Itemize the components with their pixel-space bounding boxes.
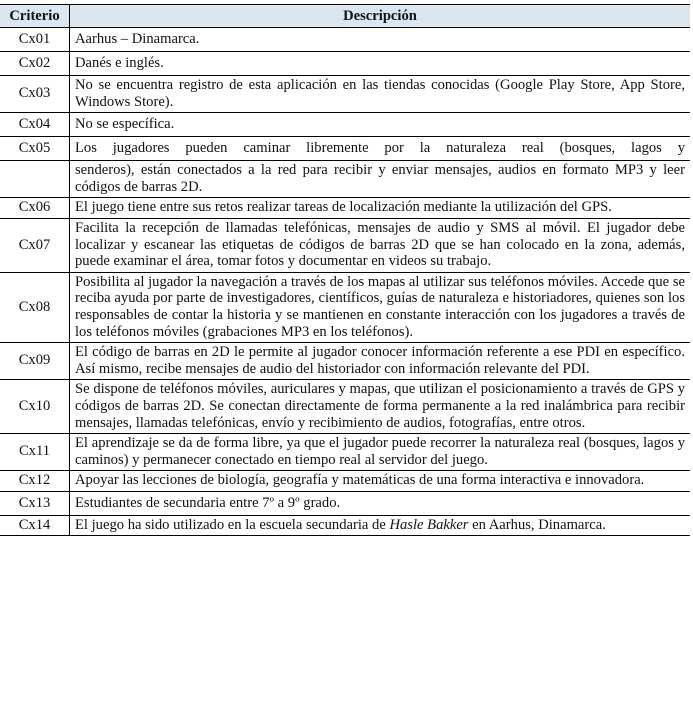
criterion-description: Se dispone de teléfonos móviles, auriculares y mapas, que utilizan el posicionamiento a través de GPS y códigos de barras 2D. Se conectan directamente de forma permanente a la red inalámbrica para recibir mensajes, llamadas telefónicas, envío y recibimiento de audios, fotografías, entre otros.	[70, 380, 691, 434]
table-row	[0, 137, 690, 161]
table-row	[0, 198, 690, 219]
criterion-id: Cx10	[0, 380, 70, 434]
criterion-id: Cx06	[0, 198, 70, 219]
criterion-description: senderos), están conectados a la red para recibir y enviar mensajes, audios en formato MP3 y leer códigos de barras 2D.	[70, 161, 691, 198]
criterion-id: Cx14	[0, 515, 70, 536]
criterion-id: Cx04	[0, 113, 70, 137]
table-row	[0, 113, 690, 137]
table-row	[0, 28, 690, 52]
criterion-description: Posibilita al jugador la navegación a través de los mapas al utilizar sus teléfonos móviles. Accede que se reciba ayuda por parte de investigadores, científicos, guías de naturaleza e historiadores, quienes son los responsables de contar la historia y se mantienen en constante interacción con los jugadores a través de los teléfonos móviles (grabaciones MP3 en los teléfonos).	[70, 272, 691, 342]
criterion-description: Danés e inglés.	[70, 52, 691, 76]
table-row-continuation	[0, 161, 690, 198]
table-row	[0, 434, 690, 471]
criterion-description: Facilita la recepción de llamadas telefónicas, mensajes de audio y SMS al móvil. El jugador debe localizar y escanear las etiquetas de códigos de barras 2D que se han colocado en la zona, además, puede examinar el área, tomar fotos y documentar en videos su trabajo.	[70, 218, 691, 272]
criteria-table	[0, 4, 690, 536]
header-criterion: Criterio	[0, 5, 70, 28]
criterion-description: Aarhus – Dinamarca.	[70, 28, 691, 52]
criterion-id: Cx03	[0, 76, 70, 113]
criterion-description	[70, 515, 691, 536]
table-row	[0, 515, 690, 536]
criterion-description: Los jugadores pueden caminar libremente por la naturaleza real (bosques, lagos y	[70, 137, 691, 161]
table-row	[0, 52, 690, 76]
criterion-id: Cx05	[0, 137, 70, 161]
criterion-description: No se específica.	[70, 113, 691, 137]
criterion-id	[0, 161, 70, 198]
criterion-id: Cx01	[0, 28, 70, 52]
table-row	[0, 272, 690, 342]
criterion-id: Cx09	[0, 343, 70, 380]
school-name: Hasle Bakker	[389, 516, 469, 533]
table-row	[0, 491, 690, 515]
criterion-description: Estudiantes de secundaria entre 7º a 9º grado.	[70, 491, 691, 515]
description-text: El juego ha sido utilizado en la escuela secundaria de	[75, 516, 390, 533]
table-row	[0, 380, 690, 434]
criterion-id: Cx08	[0, 272, 70, 342]
criterion-id: Cx12	[0, 471, 70, 492]
header-description: Descripción	[70, 5, 691, 28]
criterion-description: No se encuentra registro de esta aplicación en las tiendas conocidas (Google Play Store, App Store, Windows Store).	[70, 76, 691, 113]
criterion-id: Cx07	[0, 218, 70, 272]
table-row	[0, 218, 690, 272]
description-text: en Aarhus, Dinamarca.	[468, 516, 606, 533]
criterion-description: Apoyar las lecciones de biología, geografía y matemáticas de una forma interactiva e innovadora.	[70, 471, 691, 492]
table-row	[0, 76, 690, 113]
criterion-description: El juego tiene entre sus retos realizar tareas de localización mediante la utilización del GPS.	[70, 198, 691, 219]
criterion-id: Cx13	[0, 491, 70, 515]
criterion-description: El aprendizaje se da de forma libre, ya que el jugador puede recorrer la naturaleza real (bosques, lagos y caminos) y permanecer conectado en tiempo real al servidor del juego.	[70, 434, 691, 471]
criterion-id: Cx11	[0, 434, 70, 471]
criterion-description: El código de barras en 2D le permite al jugador conocer información referente a ese PDI en específico. Así mismo, recibe mensajes de audio del historiador con información relevante del PDI.	[70, 343, 691, 380]
criterion-id: Cx02	[0, 52, 70, 76]
table-header-row	[0, 5, 690, 28]
table-row	[0, 343, 690, 380]
table-row	[0, 471, 690, 492]
